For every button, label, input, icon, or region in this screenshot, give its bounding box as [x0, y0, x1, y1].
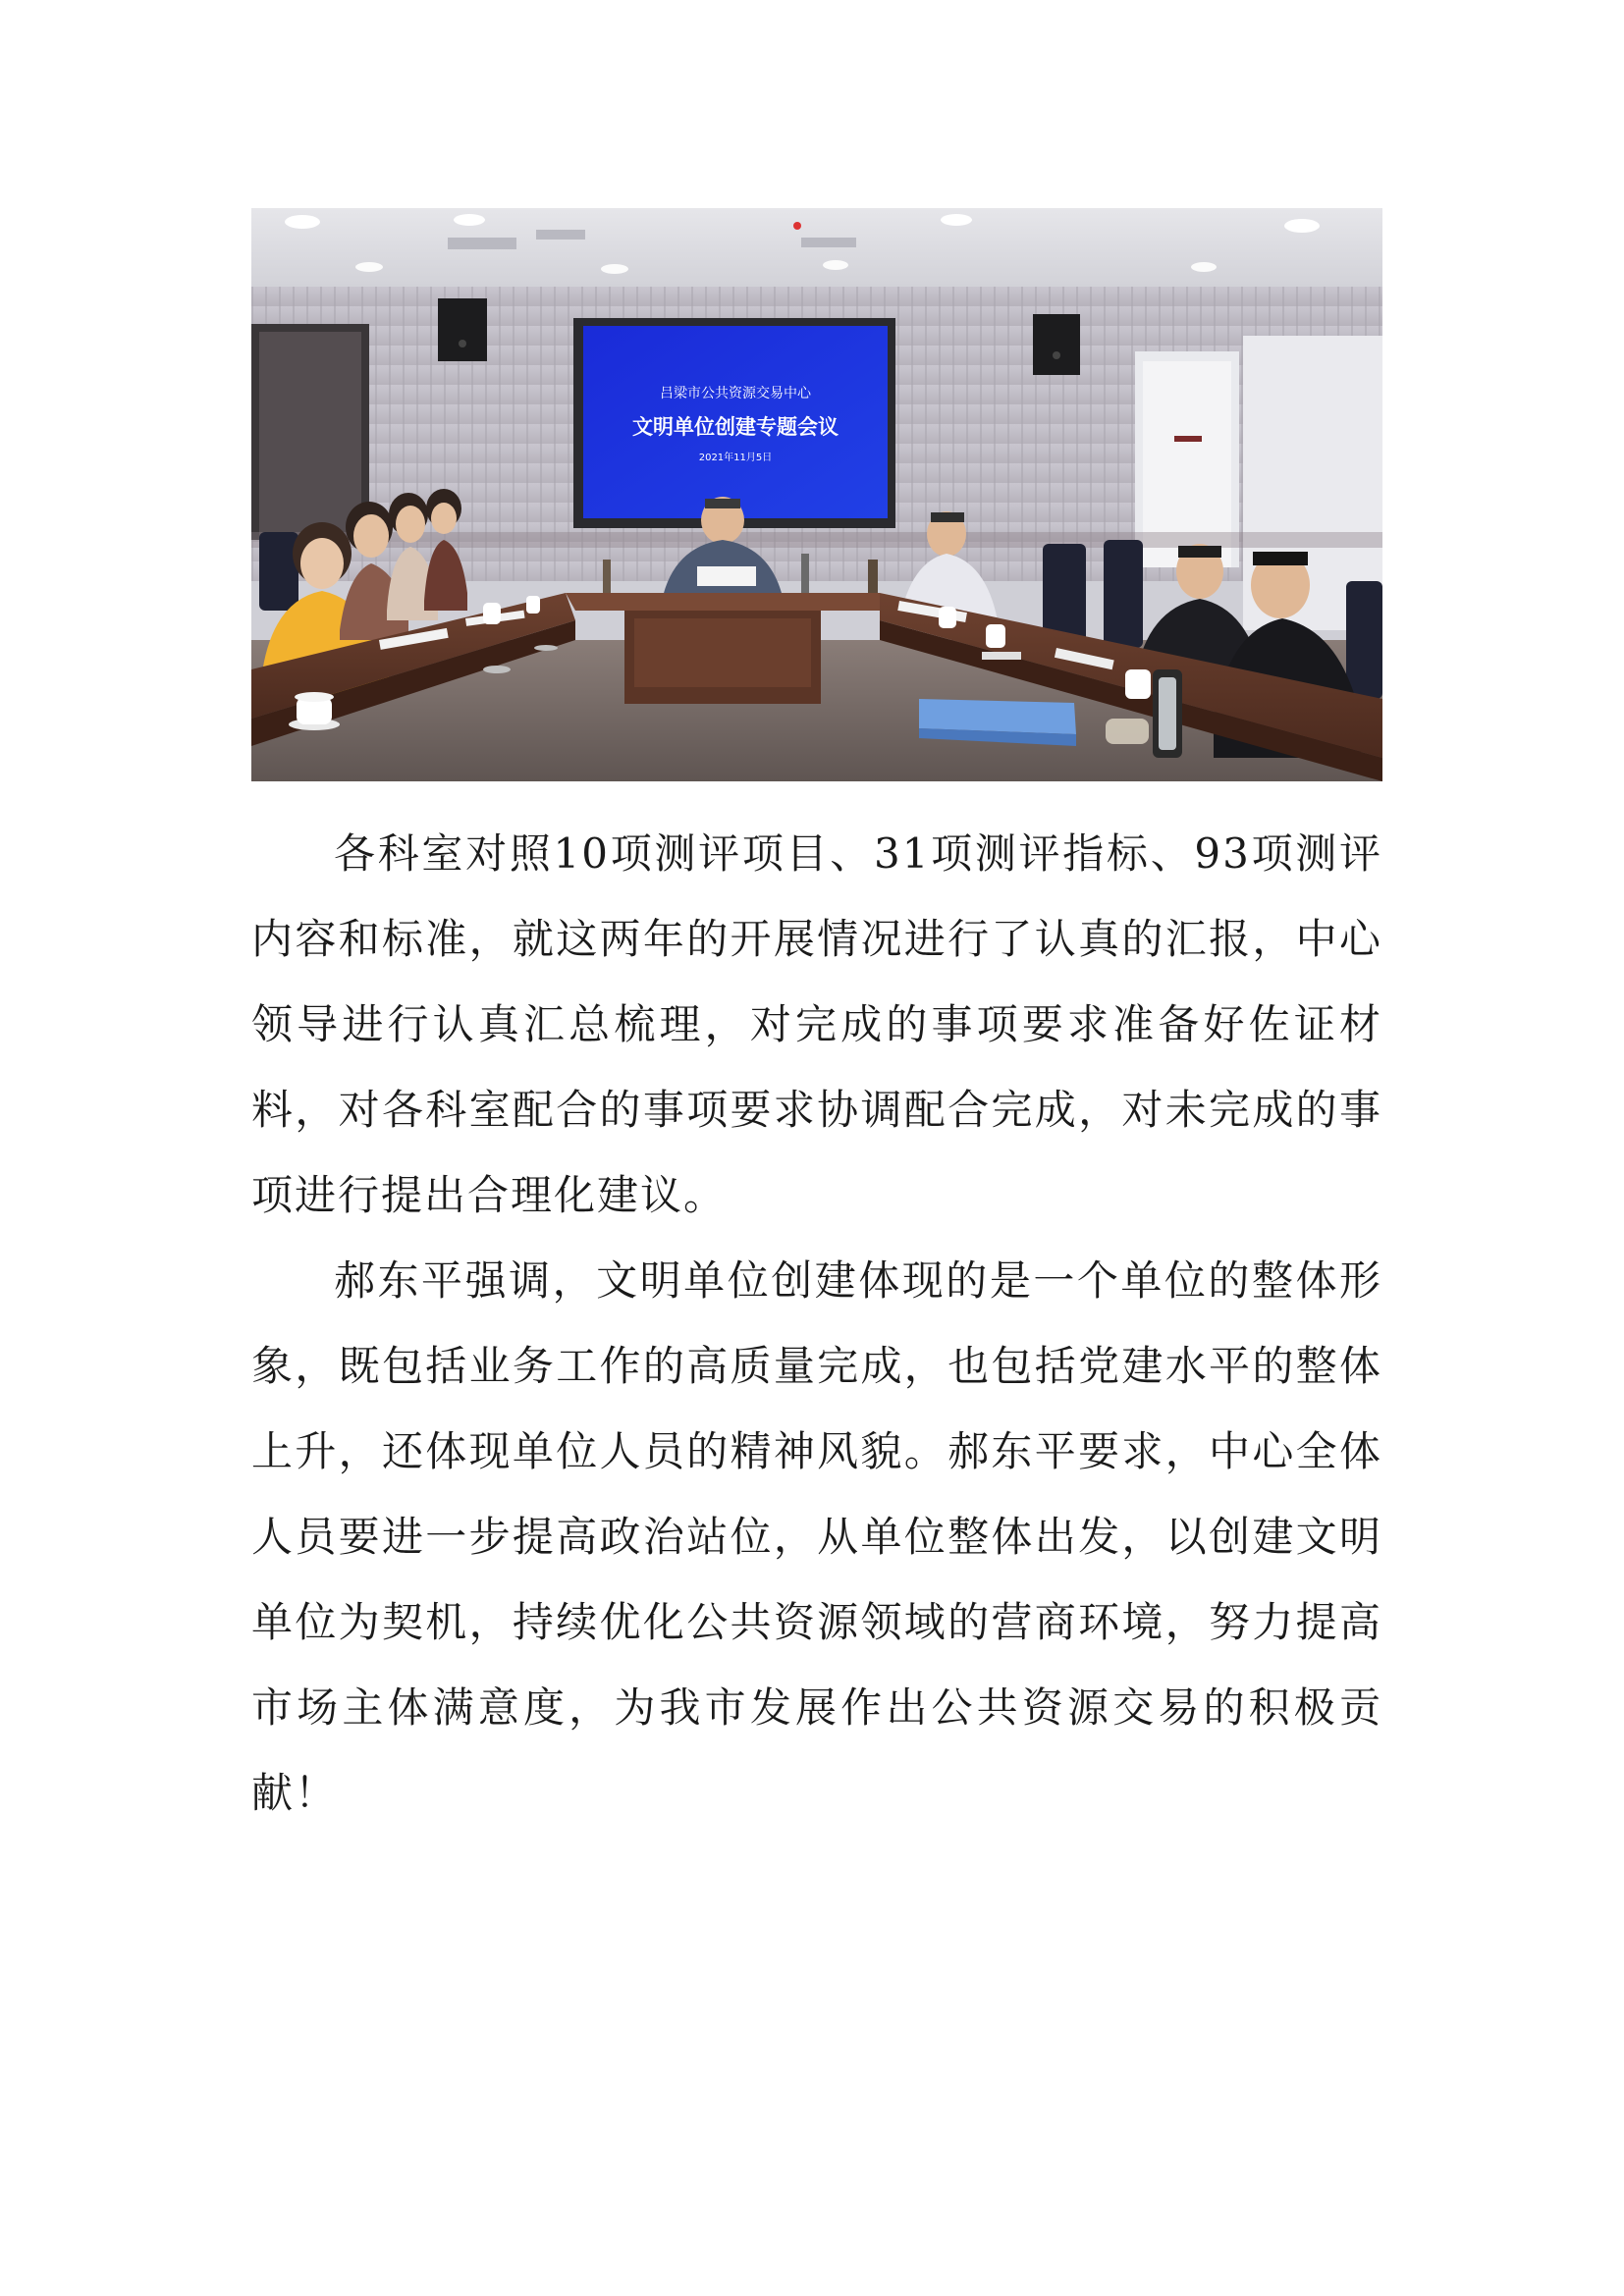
- screen-title-line-1: 吕梁市公共资源交易中心: [660, 386, 811, 401]
- meeting-photo: [251, 208, 1382, 781]
- article-body: [251, 811, 1382, 1836]
- screen-title-line-2: 文明单位创建专题会议: [632, 415, 839, 439]
- screen-date: 2021年11月5日: [698, 453, 773, 463]
- paragraph-1: 各科室对照10项测评项目、31项测评指标、93项测评内容和标准，就这两年的开展情况进行了认真的汇报，中心领导进行认真汇总梳理，对完成的事项要求准备好佐证材料，对各科室配合的事项要求协调配合完成，对未完成的事项进行提出合理化建议。: [251, 829, 1382, 1219]
- paragraph-2: 郝东平强调，文明单位创建体现的是一个单位的整体形象，既包括业务工作的高质量完成，也包括党建水平的整体上升，还体现单位人员的精神风貌。郝东平要求，中心全体人员要进一步提高政治站位，从单位整体出发，以创建文明单位为契机，持续优化公共资源领域的营商环境，努力提高市场主体满意度，为我市发展作出公共资源交易的积极贡献！: [251, 1256, 1382, 1817]
